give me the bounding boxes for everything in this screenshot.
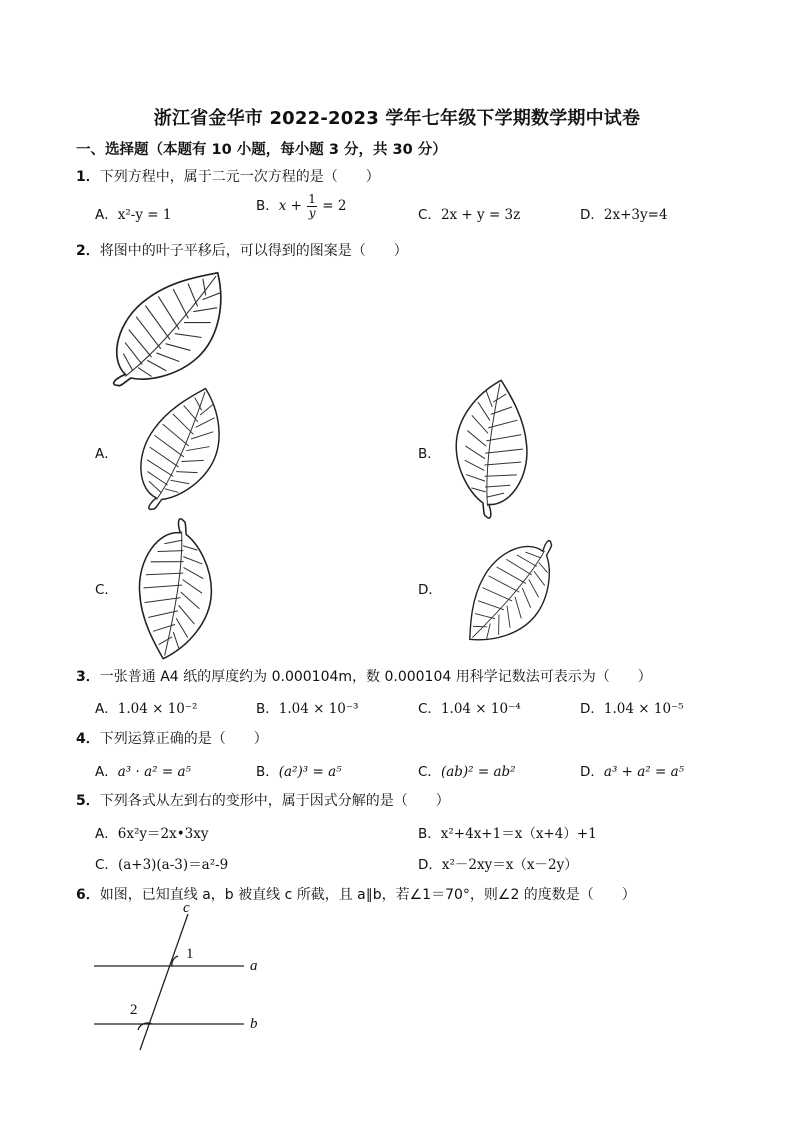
option-text: 1.04 × 10⁻² [117,701,198,717]
question-number: 2． [76,243,100,259]
question-number: 3． [76,669,100,685]
option-label: A． [95,207,118,223]
option-text: (a+3)(a-3)＝a²-9 [117,857,229,873]
q2-option-b[interactable] [418,442,441,462]
q4-option-b[interactable] [256,760,342,780]
option-label: C． [418,764,441,780]
question-text: 下列各式从左到右的变形中，属于因式分解的是（ ） [99,793,450,809]
option-label: D． [418,857,442,873]
option-text: x²-y = 1 [117,207,172,223]
option-text: 1.04 × 10⁻⁴ [440,701,521,717]
option-label: B． [256,198,279,214]
q3-option-d[interactable] [580,697,684,717]
option-text: a³ · a² = a⁵ [117,764,191,780]
option-text-pre: x + [278,198,302,214]
q1-option-d[interactable] [580,203,668,223]
option-text: 6x²y＝2x•3xy [117,826,209,842]
option-label: B． [418,826,441,842]
option-label: A． [95,764,118,780]
option-label: A． [95,826,118,842]
option-label: B． [418,446,441,462]
question-number: 6． [76,887,100,903]
question-text: 将图中的叶子平移后，可以得到的图案是（ ） [99,243,408,259]
question-number: 4． [76,731,100,747]
q5-option-a[interactable] [95,822,209,842]
fraction [307,193,317,220]
q4-option-d[interactable] [580,760,684,780]
q5-option-b[interactable] [418,822,597,842]
option-label: D． [580,701,604,717]
leaf-option-d-image [448,540,574,640]
q2-option-c[interactable] [95,578,118,598]
leaf-option-b-image [442,390,546,510]
option-text: 1.04 × 10⁻³ [278,701,359,717]
option-text: (ab)² = ab² [440,764,516,780]
q4-option-c[interactable] [418,760,516,780]
label-b: b [250,1016,258,1032]
option-label: C． [418,701,441,717]
option-label: C． [95,582,118,598]
q5-option-d[interactable] [418,853,578,873]
option-text: a³ + a² = a⁵ [603,764,685,780]
question-text: 如图，已知直线 a，b 被直线 c 所截，且 a∥b，若∠1＝70°，则∠2 的度数是（ ） [99,887,636,903]
option-text: 1.04 × 10⁻⁵ [603,701,684,717]
q2-option-d[interactable] [418,578,442,598]
line-c [140,914,188,1050]
option-text-post: = 2 [322,198,347,214]
label-2: 2 [130,1002,138,1018]
q2-option-a[interactable] [95,442,118,462]
question-2 [76,240,408,260]
question-text: 下列运算正确的是（ ） [99,731,268,747]
option-label: D． [418,582,442,598]
option-label: B． [256,701,279,717]
option-text: 2x+3y=4 [603,207,668,223]
question-3 [76,666,652,686]
question-text: 下列方程中，属于二元一次方程的是（ ） [99,169,380,185]
option-label: A． [95,701,118,717]
q3-option-b[interactable] [256,697,358,717]
q4-option-a[interactable] [95,760,191,780]
fraction-numerator: 1 [308,192,316,206]
original-leaf-figure [106,270,226,390]
q1-option-b[interactable] [256,193,346,220]
label-c: c [183,900,190,916]
option-text: 2x + y = 3z [440,207,521,223]
question-5 [76,790,450,810]
option-label: C． [418,207,441,223]
q1-option-c[interactable] [418,203,520,223]
leaf-option-a-image [128,390,228,510]
option-text: x²+4x+1＝x（x+4）+1 [440,826,597,842]
q3-option-c[interactable] [418,697,521,717]
question-number: 1． [76,169,100,185]
option-label: B． [256,764,279,780]
option-label: A． [95,446,118,462]
option-text: (a²)³ = a⁵ [278,764,342,780]
q1-option-a[interactable] [95,203,171,223]
q5-option-c[interactable] [95,853,228,873]
question-4 [76,728,268,748]
question-1 [76,166,380,186]
question-number: 5． [76,793,100,809]
label-a: a [250,958,258,974]
q3-option-a[interactable] [95,697,197,717]
fraction-denominator: y [308,206,316,220]
option-label: D． [580,764,604,780]
section-heading: 一、选择题（本题有 10 小题，每小题 3 分，共 30 分） [76,142,447,158]
option-label: C． [95,857,118,873]
question-text: 一张普通 A4 纸的厚度约为 0.000104m，数 0.000104 用科学记数法可表示为（ ） [99,669,652,685]
leaf-option-c-image [120,528,226,648]
option-label: D． [580,207,604,223]
parallel-lines-figure [90,900,270,1055]
option-text: x²－2xy＝x（x－2y） [441,857,578,873]
page-title: 浙江省金华市 2022-2023 学年七年级下学期数学期中试卷 [153,108,641,129]
label-1: 1 [186,946,194,962]
